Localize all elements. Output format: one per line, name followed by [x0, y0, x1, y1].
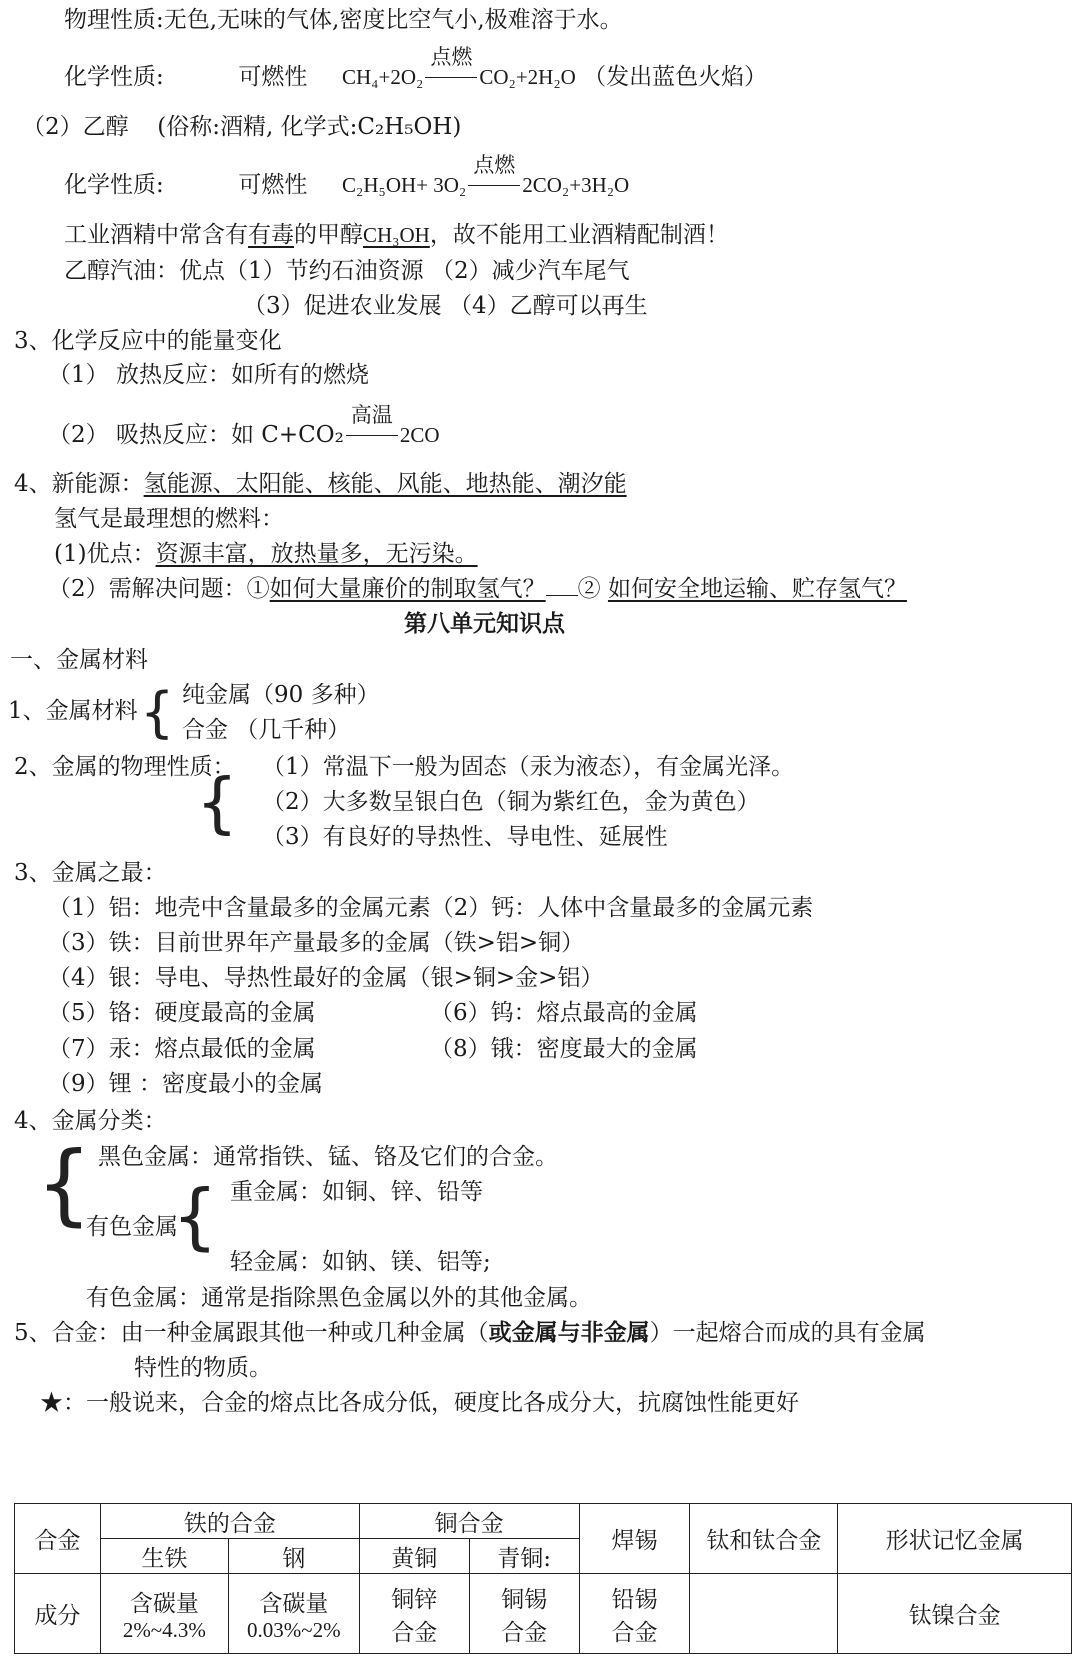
header-brass: 黄铜: [359, 1539, 469, 1574]
header-iron-alloy: 铁的合金: [100, 1504, 359, 1539]
header-titanium: 钛和钛合金: [690, 1504, 838, 1574]
ethanol-gas-line1: 乙醇汽油：优点（1）节约石油资源 （2）减少汽车尾气: [64, 258, 630, 284]
equation-left: C₂H₅OH+ 3O₂: [342, 173, 467, 197]
hydrogen-problems: （2）需解决问题：①如何大量廉价的制取氢气？ ② 如何安全地运输、贮存氢气？: [48, 576, 907, 602]
cell-titanium: [690, 1574, 838, 1654]
ethanol-chem-line: [64, 153, 630, 200]
cell-shape-memory: 钛镍合金: [838, 1574, 1072, 1654]
superlative-line-1: （1）铝：地壳中含量最多的金属元素（2）钙：人体中含量最多的金属元素: [48, 895, 814, 921]
superlative-line-2: （3）铁：目前世界年产量最多的金属（铁>铝>铜）: [48, 930, 585, 956]
ethanol-title-line: [22, 112, 461, 142]
methane-chem-line: [64, 45, 768, 92]
section-metal-materials: 一、金属材料: [10, 647, 148, 673]
alloy-table: [14, 1503, 1072, 1654]
endothermic-line: （2） 吸热反应：如 C+CO₂ 高温 2CO: [48, 403, 440, 448]
cell-bronze: 铜锡 合金: [469, 1574, 579, 1654]
header-copper-alloy: 铜合金: [359, 1504, 579, 1539]
superlative-6: （6）钨：熔点最高的金属: [430, 1000, 698, 1026]
physical-prop-1: （1）常温下一般为固态（汞为液态），有金属光泽。: [262, 754, 795, 780]
nonferrous-definition: 有色金属：通常是指除黑色金属以外的其他金属。: [86, 1285, 592, 1311]
pure-metal: 纯金属（90 多种）: [182, 682, 380, 708]
physical-prop-2: （2）大多数呈银白色（铜为紫红色，金为黄色）: [262, 789, 760, 815]
brace-icon: {: [172, 1174, 218, 1258]
alloy-count: 合金 （几千种）: [182, 717, 351, 743]
combustible-label: 可燃性: [238, 172, 308, 198]
flame-note: （发出蓝色火焰）: [583, 64, 768, 90]
new-energy-line: 4、新能源：氢能源、太阳能、核能、风能、地热能、潮汐能: [14, 471, 627, 497]
header-solder: 焊锡: [579, 1504, 690, 1574]
row-label-composition: 成分: [15, 1574, 101, 1654]
equation-left: CH₄+2O₂: [342, 65, 424, 89]
chem-label: 化学性质:: [64, 172, 164, 198]
exothermic-line: （1） 放热反应：如所有的燃烧: [48, 362, 369, 388]
cell-solder: 铅锡 合金: [579, 1574, 690, 1654]
reaction-condition: 点燃: [468, 170, 520, 200]
metal-materials-label: 1、金属材料: [8, 698, 138, 724]
reaction-condition: 点燃: [425, 62, 477, 92]
unit-heading: 第八单元知识点: [404, 610, 565, 637]
metal-classification-label: 4、金属分类：: [14, 1108, 167, 1134]
header-steel: 钢: [228, 1539, 359, 1574]
brace-icon: {: [140, 681, 175, 744]
cell-brass: 铜锌 合金: [359, 1574, 469, 1654]
hydrogen-advantage: (1)优点：资源丰富，放热量多，无污染。: [54, 541, 478, 567]
header-bronze: 青铜:: [469, 1539, 579, 1574]
ferrous-metals: 黑色金属：通常指铁、锰、铬及它们的合金。: [98, 1144, 558, 1170]
alloy-star-note: ★：一般说来，合金的熔点比各成分低，硬度比各成分大，抗腐蚀性能更好: [40, 1390, 799, 1416]
equation-right: 2CO₂+3H₂O: [522, 173, 630, 197]
brace-icon: {: [196, 764, 238, 841]
cell-steel: 含碳量 0.03%~2%: [228, 1574, 359, 1654]
physical-prop-3: （3）有良好的导热性、导电性、延展性: [262, 824, 668, 850]
chem-label: 化学性质:: [64, 64, 164, 90]
reaction-condition: 高温: [346, 420, 398, 450]
methanol-warning: 工业酒精中常含有有毒的甲醇CH₃OH，故不能用工业酒精配制酒！: [64, 222, 729, 248]
superlative-line-3: （4）银：导电、导热性最好的金属（银>铜>金>铝）: [48, 965, 604, 991]
heavy-metals: 重金属：如铜、锌、铅等: [230, 1179, 483, 1205]
nonferrous-label: 有色金属: [86, 1214, 178, 1240]
superlative-9: （9）锂 ：密度最小的金属: [48, 1071, 323, 1097]
superlative-5: （5）铬：硬度最高的金属: [48, 1000, 316, 1026]
equation-right: CO₂+2H₂O: [479, 65, 576, 89]
ethanol-gas-line2: （3）促进农业发展 （4）乙醇可以再生: [243, 293, 648, 319]
ethanol-alias: (俗称:酒精, 化学式:C₂H₅OH): [157, 114, 462, 140]
hydrogen-ideal: 氢气是最理想的燃料：: [54, 506, 284, 532]
physical-props-label: 2、金属的物理性质：: [14, 754, 236, 780]
header-shape-memory: 形状记忆金属: [838, 1504, 1072, 1574]
header-pig-iron: 生铁: [100, 1539, 228, 1574]
cell-pig-iron: 含碳量 2%~4.3%: [100, 1574, 228, 1654]
methane-physical: 物理性质:无色,无味的气体,密度比空气小,极难溶于水。: [64, 7, 623, 33]
metal-superlatives-label: 3、金属之最：: [14, 860, 167, 886]
header-alloy: 合金: [15, 1504, 101, 1574]
light-metals: 轻金属：如钠、镁、铝等;: [230, 1249, 491, 1275]
alloy-definition: 5、合金：由一种金属跟其他一种或几种金属（或金属与非金属）一起熔合而成的具有金属: [14, 1319, 926, 1346]
alloy-definition-cont: 特性的物质。: [134, 1355, 272, 1381]
combustible-label: 可燃性: [238, 64, 308, 90]
superlative-7: （7）汞：熔点最低的金属: [48, 1036, 316, 1062]
energy-title: 3、化学反应中的能量变化: [14, 328, 282, 354]
ethanol-title: （2）乙醇: [22, 114, 129, 140]
superlative-8: （8）锇：密度最大的金属: [430, 1036, 698, 1062]
brace-icon: {: [36, 1132, 92, 1235]
